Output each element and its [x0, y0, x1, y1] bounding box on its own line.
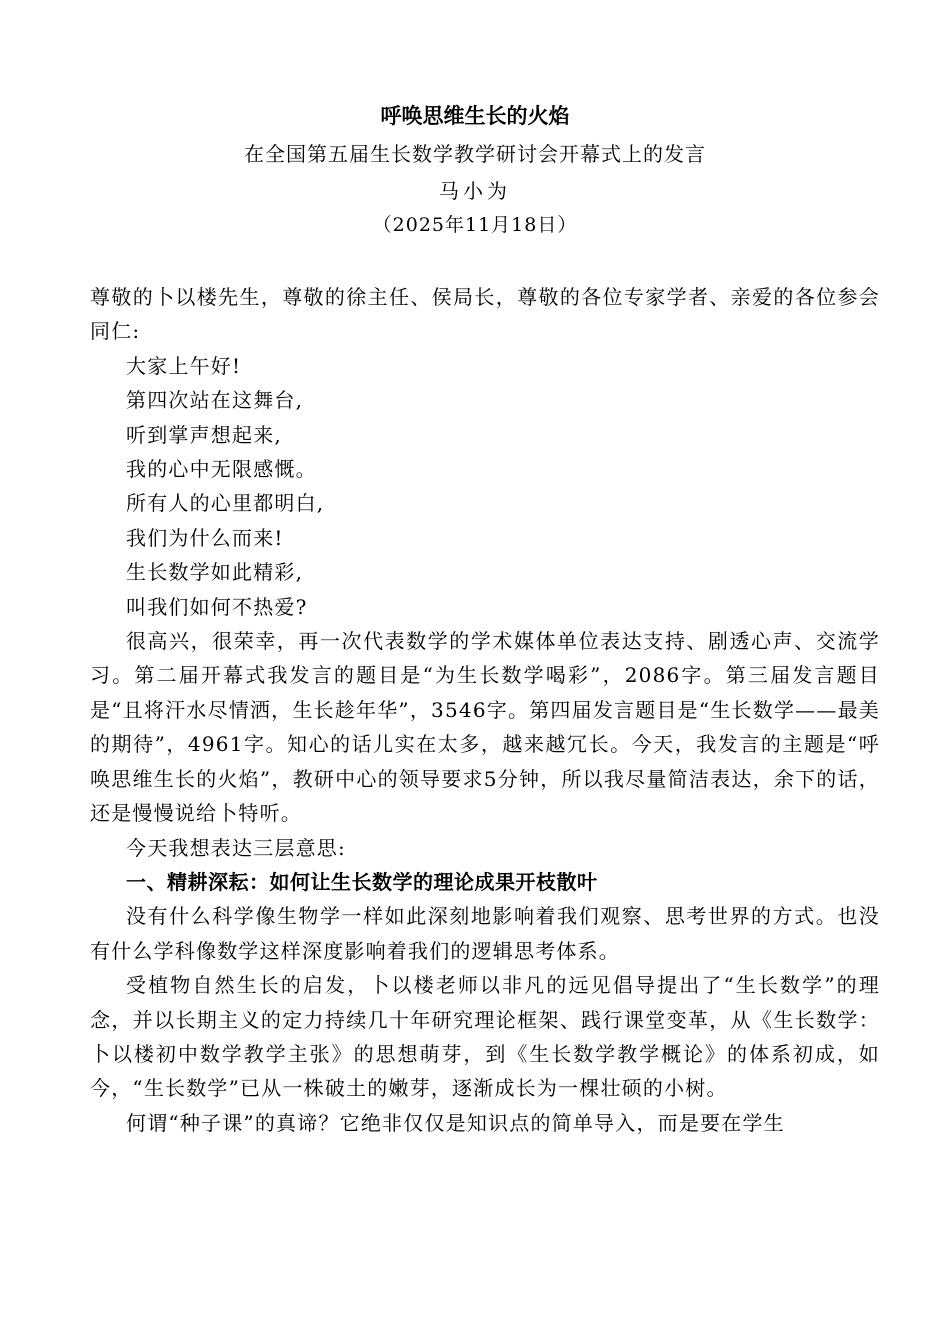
- speech-body: [90, 280, 880, 1140]
- speech-subtitle: 在全国第五届生长数学教学研讨会开幕式上的发言: [244, 142, 706, 166]
- poem-line: 生长数学如此精彩,: [126, 560, 304, 585]
- greeting-paragraph: 尊敬的卜以楼先生，尊敬的徐主任、侯局长，尊敬的各位专家学者、亲爱的各位参会同仁:: [90, 285, 880, 344]
- body-paragraph: 何谓“种子课”的真谛？它绝非仅仅是知识点的简单导入，而是要在学生: [126, 1110, 785, 1135]
- body-paragraph: 没有什么科学像生物学一样如此深刻地影响着我们观察、思考世界的方式。也没有什么学科像数学这样深度影响着我们的逻辑思考体系。: [90, 904, 880, 963]
- poem-line: 所有人的心里都明白,: [126, 491, 325, 516]
- poem-line: 第四次站在这舞台,: [126, 388, 304, 413]
- body-paragraph: 很高兴，很荣幸，再一次代表数学的学术媒体单位表达支持、剧透心声、交流学习。第二届开幕式我发言的题目是“为生长数学喝彩”，2086字。第三届发言题目是“且将汗水尽情洒，生长趁年华”，3546字。第四届发言题目是“生长数学——最美的期待”，4961字。知心的话儿实在太多，越来越冗长。今天，我发言的主题是“呼唤思维生长的火焰”，教研中心的领导要求5分钟，所以我尽量简洁表达，余下的话，还是慢慢说给卜特听。: [90, 629, 880, 826]
- poem-line: 大家上午好!: [126, 353, 242, 378]
- speech-title: 呼唤思维生长的火焰: [380, 104, 570, 128]
- poem-line: 我们为什么而来!: [126, 525, 284, 550]
- body-paragraph: 受植物自然生长的启发，卜以楼老师以非凡的远见倡导提出了“生长数学”的理念，并以长期主义的定力持续几十年研究理论框架、践行课堂变革，从《生长数学：卜以楼初中数学教学主张》的思想萌芽，到《生长数学教学概论》的体系初成，如今，“生长数学”已从一株破土的嫩芽，逐渐成长为一棵壮硕的小树。: [90, 973, 880, 1101]
- speech-author: 马小为: [439, 179, 511, 203]
- poem-line: 听到掌声想起来,: [126, 422, 282, 447]
- speech-date: （2025年11月18日）: [372, 214, 578, 236]
- section-heading: 一、精耕深耘：如何让生长数学的理论成果开枝散叶: [126, 869, 598, 894]
- poem-line: 我的心中无限感慨。: [126, 457, 317, 482]
- poem-line: 叫我们如何不热爱?: [126, 594, 308, 619]
- body-paragraph: 今天我想表达三层意思:: [126, 835, 346, 860]
